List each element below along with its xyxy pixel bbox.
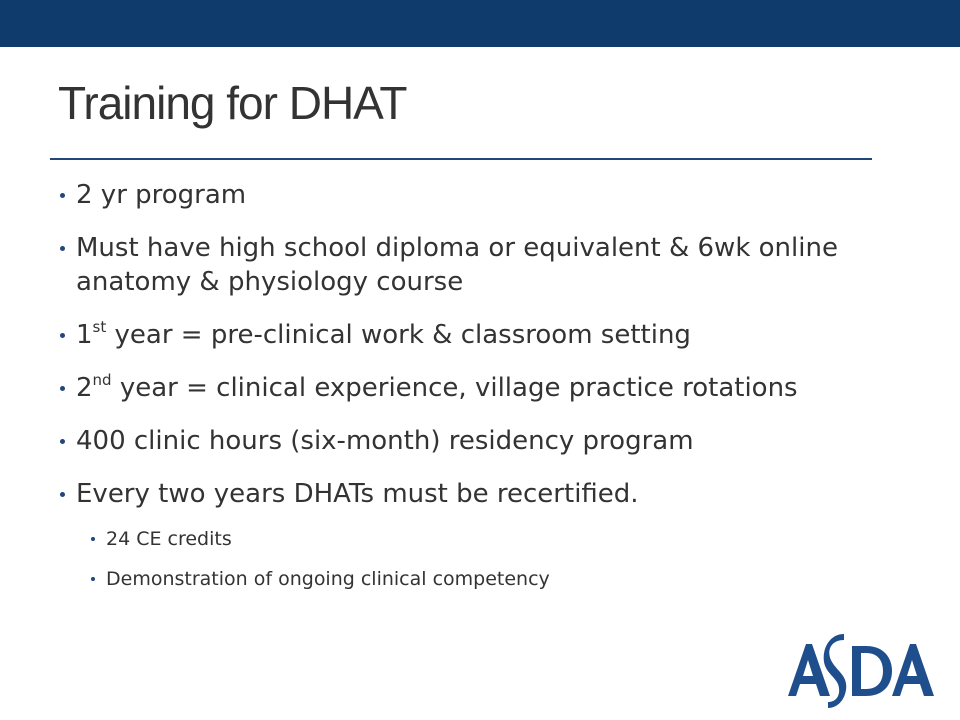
sub-bullet-ce-credits: 24 CE credits xyxy=(106,527,906,551)
bullet-clinic-hours: 400 clinic hours (six-month) residency program xyxy=(76,424,906,458)
asda-logo xyxy=(786,630,938,710)
asda-logo-mark xyxy=(788,634,934,708)
first-year-number: 1 xyxy=(76,320,93,350)
bullet-prerequisites: Must have high school diploma or equivalent & 6wk online anatomy & physiology course xyxy=(76,231,906,299)
title-divider xyxy=(50,158,872,160)
first-year-ordinal: st xyxy=(92,318,107,336)
bullet-program-length: 2 yr program xyxy=(76,178,906,212)
sub-bullet-competency: Demonstration of ongoing clinical competency xyxy=(106,567,906,591)
second-year-ordinal: nd xyxy=(92,371,112,389)
bullet-first-year xyxy=(76,318,906,352)
first-year-text: year = pre-clinical work & classroom setting xyxy=(106,320,691,350)
bullet-second-year xyxy=(76,371,906,405)
bullet-recertification: Every two years DHATs must be recertified. xyxy=(76,477,906,511)
bullet-list xyxy=(76,178,906,607)
top-banner-bar xyxy=(0,0,960,47)
second-year-text: year = clinical experience, village practice rotations xyxy=(111,373,798,403)
second-year-number: 2 xyxy=(76,373,93,403)
slide-title: Training for DHAT xyxy=(58,77,407,129)
